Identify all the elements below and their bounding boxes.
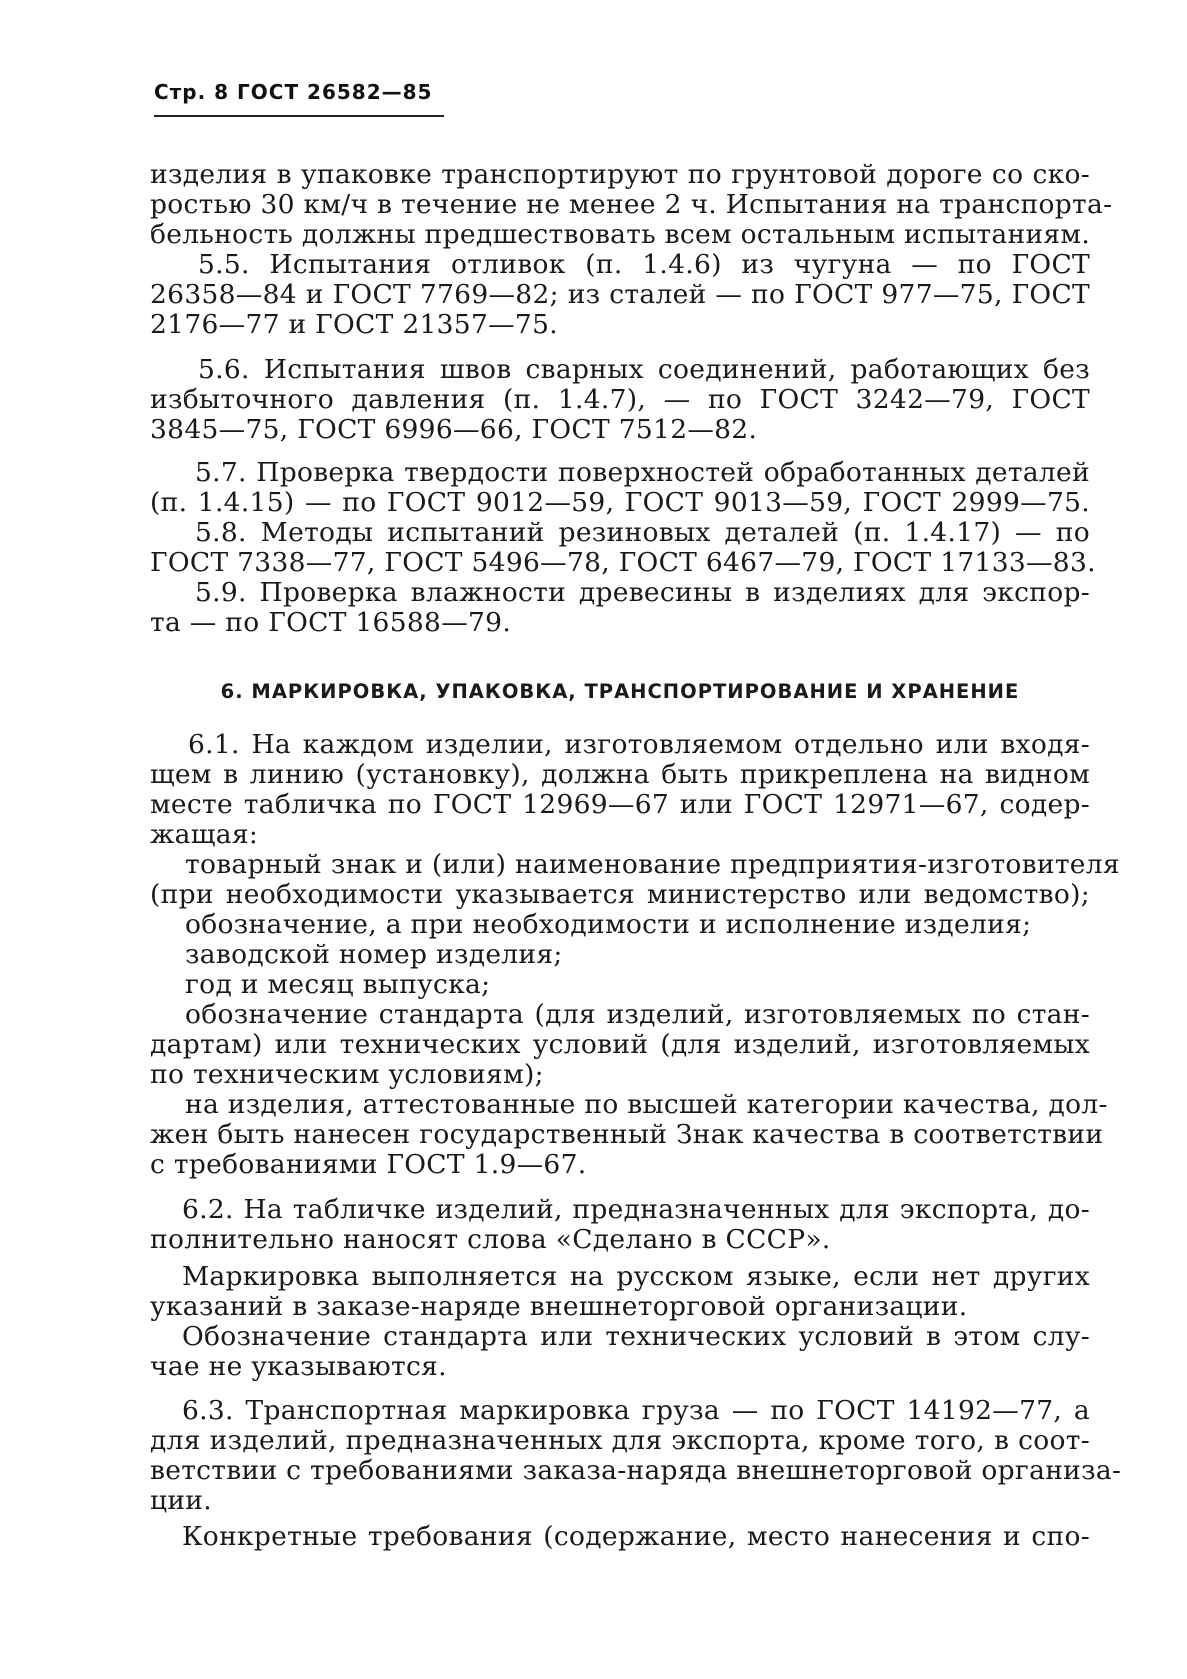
- text-line: дартам) или технических условий (для изделий, изготовляемых: [150, 1029, 1090, 1060]
- text-line: товарный знак и (или) наименование предприятия-изготовителя: [185, 849, 1120, 880]
- text-line: Обозначение стандарта или технических условий в этом слу-: [182, 1321, 1090, 1352]
- text-line: ростью 30 км/ч в течение не менее 2 ч. Испытания на транспорта-: [150, 189, 1113, 220]
- text-line: 6.3. Транспортная маркировка груза — по ГОСТ 14192—77, а: [182, 1395, 1090, 1426]
- text-line: 5.7. Проверка твердости поверхностей обработанных деталей: [195, 457, 1090, 488]
- text-line: 5.6. Испытания швов сварных соединений, работающих без: [198, 354, 1090, 385]
- text-line: (п. 1.4.15) — по ГОСТ 9012—59, ГОСТ 9013—59, ГОСТ 2999—75.: [150, 487, 1090, 518]
- text-line: 5.9. Проверка влажности древесины в изделиях для экспор-: [195, 577, 1090, 608]
- text-line: 2176—77 и ГОСТ 21357—75.: [150, 309, 558, 340]
- text-line: избыточного давления (п. 1.4.7), — по ГОСТ 3242—79, ГОСТ: [150, 384, 1090, 415]
- text-line: год и месяц выпуска;: [185, 969, 491, 1000]
- text-line: по техническим условиям);: [150, 1059, 544, 1090]
- page-header: Стр. 8 ГОСТ 26582—85: [154, 80, 433, 104]
- text-line: 6.2. На табличке изделий, предназначенных для экспорта, до-: [182, 1194, 1090, 1225]
- text-line: изделия в упаковке транспортируют по грунтовой дороге со ско-: [150, 159, 1090, 190]
- text-line: щем в линию (установку), должна быть прикреплена на видном: [150, 759, 1090, 790]
- text-line: Маркировка выполняется на русском языке, если нет других: [182, 1261, 1090, 1292]
- text-line: жен быть нанесен государственный Знак качества в соответствии: [150, 1119, 1104, 1150]
- text-line: для изделий, предназначенных для экспорта, кроме того, в соот-: [150, 1425, 1090, 1456]
- text-line: ции.: [150, 1485, 212, 1516]
- text-line: 26358—84 и ГОСТ 7769—82; из сталей — по ГОСТ 977—75, ГОСТ: [150, 279, 1090, 310]
- text-line: полнительно наносят слова «Сделано в СССР».: [150, 1224, 831, 1255]
- text-line: обозначение стандарта (для изделий, изготовляемых по стан-: [185, 999, 1090, 1030]
- text-line: жащая:: [150, 819, 259, 850]
- text-line: бельность должны предшествовать всем остальным испытаниям.: [150, 219, 1091, 250]
- section-heading: 6. МАРКИРОВКА, УПАКОВКА, ТРАНСПОРТИРОВАНИЕ И ХРАНЕНИЕ: [220, 680, 1020, 703]
- text-line: ветствии с требованиями заказа-наряда внешнеторговой организа-: [150, 1455, 1122, 1486]
- text-line: месте табличка по ГОСТ 12969—67 или ГОСТ 12971—67, содер-: [150, 789, 1090, 820]
- text-line: обозначение, а при необходимости и исполнение изделия;: [185, 909, 1032, 940]
- text-line: указаний в заказе-наряде внешнеторговой организации.: [150, 1291, 968, 1322]
- header-rule: [154, 115, 444, 117]
- text-line: 5.8. Методы испытаний резиновых деталей (п. 1.4.17) — по: [195, 517, 1090, 548]
- text-line: (при необходимости указывается министерство или ведомство);: [150, 879, 1090, 910]
- text-line: чае не указываются.: [150, 1351, 447, 1382]
- text-line: ГОСТ 7338—77, ГОСТ 5496—78, ГОСТ 6467—79, ГОСТ 17133—83.: [150, 547, 1096, 578]
- text-line: заводской номер изделия;: [185, 939, 563, 970]
- text-line: 6.1. На каждом изделии, изготовляемом отдельно или входя-: [188, 729, 1090, 760]
- text-line: та — по ГОСТ 16588—79.: [150, 607, 512, 638]
- text-line: с требованиями ГОСТ 1.9—67.: [150, 1149, 587, 1180]
- text-line: 5.5. Испытания отливок (п. 1.4.6) из чугуна — по ГОСТ: [198, 249, 1090, 280]
- text-line: Конкретные требования (содержание, место нанесения и спо-: [182, 1521, 1090, 1552]
- text-line: 3845—75, ГОСТ 6996—66, ГОСТ 7512—82.: [150, 414, 758, 445]
- text-line: на изделия, аттестованные по высшей категории качества, дол-: [185, 1089, 1108, 1120]
